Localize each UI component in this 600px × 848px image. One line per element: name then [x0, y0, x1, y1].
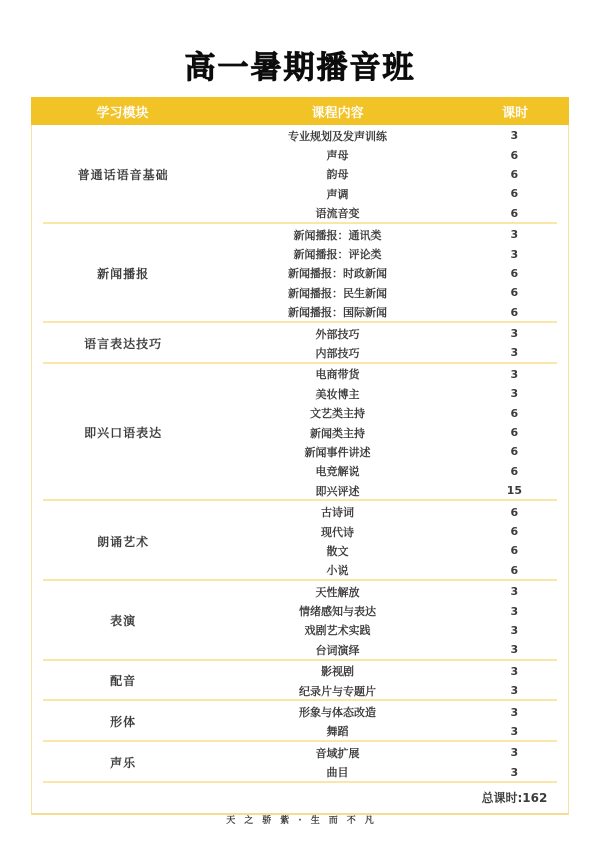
course-name: 台词演绎	[315, 643, 360, 657]
course-hours: 3	[510, 129, 519, 143]
course-hours: 3	[510, 705, 519, 719]
course-rows	[214, 581, 568, 661]
course-name: 古诗词	[321, 506, 355, 520]
course-rows	[214, 323, 568, 364]
course-rows	[214, 364, 568, 502]
course-hours: 6	[510, 445, 519, 459]
course-row	[214, 582, 568, 601]
course-name: 新闻类主持	[310, 426, 366, 440]
course-hours: 3	[510, 724, 519, 738]
course-hours: 3	[510, 604, 519, 618]
course-hours: 3	[510, 643, 519, 657]
table-header-row	[31, 97, 569, 125]
course-row	[214, 640, 568, 659]
course-row	[214, 681, 568, 700]
course-hours: 6	[510, 406, 519, 420]
course-hours: 6	[510, 206, 519, 220]
course-row	[214, 442, 568, 461]
course-name: 新闻播报：民生新闻	[288, 286, 388, 300]
module-section	[32, 323, 568, 364]
course-row	[214, 343, 568, 362]
course-row	[214, 763, 568, 782]
course-hours: 6	[510, 426, 519, 440]
footer-slogan: 天之骄紫·生而不凡	[226, 816, 383, 826]
module-section	[32, 581, 568, 661]
module-section	[32, 125, 568, 224]
module-name: 朗诵艺术	[97, 534, 150, 549]
course-row	[214, 561, 568, 580]
module-section	[32, 661, 568, 702]
total-row	[32, 783, 568, 813]
course-row	[214, 462, 568, 481]
course-name: 音域扩展	[315, 746, 360, 760]
course-name: 即兴评述	[315, 484, 360, 498]
course-row	[214, 264, 568, 283]
module-name: 声乐	[110, 756, 137, 770]
module-section	[32, 701, 568, 742]
course-hours: 3	[510, 367, 519, 381]
course-row	[214, 702, 568, 721]
course-name: 文艺类主持	[310, 407, 366, 421]
course-name: 情绪感知与表达	[299, 605, 377, 619]
course-hours: 3	[510, 346, 519, 360]
course-name: 声调	[326, 187, 349, 201]
course-row	[214, 126, 568, 145]
module-name: 普通话语音基础	[77, 167, 169, 182]
header-cell-module: 学习模块	[96, 105, 149, 121]
header-cell-content: 课程内容	[311, 105, 364, 121]
course-hours: 3	[510, 623, 519, 637]
course-name: 散文	[326, 544, 349, 558]
course-name: 美妆博主	[315, 387, 360, 401]
course-hours: 6	[510, 187, 519, 201]
course-name: 戏剧艺术实践	[304, 624, 371, 638]
module-section	[32, 224, 568, 323]
course-row	[214, 621, 568, 640]
course-hours: 6	[510, 464, 519, 478]
course-name: 声母	[326, 149, 349, 163]
course-name: 影视剧	[321, 665, 355, 679]
course-rows	[214, 742, 568, 783]
course-name: 形象与体态改造	[299, 706, 377, 720]
course-name: 现代诗	[321, 525, 355, 539]
course-rows	[214, 501, 568, 581]
course-name: 外部技巧	[315, 327, 360, 341]
course-hours: 3	[510, 585, 519, 599]
course-row	[214, 522, 568, 541]
course-name: 新闻事件讲述	[304, 445, 371, 459]
course-hours: 6	[510, 563, 519, 577]
course-name: 纪录片与专题片	[299, 684, 377, 698]
course-hours: 6	[510, 305, 519, 319]
course-row	[214, 662, 568, 681]
module-name: 即兴口语表达	[84, 426, 163, 441]
course-hours: 15	[506, 484, 523, 498]
module-section	[32, 742, 568, 783]
course-name: 电竞解说	[315, 465, 360, 479]
course-name: 语流音变	[315, 207, 360, 221]
course-hours: 3	[510, 247, 519, 261]
course-hours: 6	[510, 286, 519, 300]
course-hours: 3	[510, 684, 519, 698]
course-row	[214, 184, 568, 203]
course-row	[214, 541, 568, 560]
course-name: 新闻播报：时政新闻	[288, 267, 388, 281]
course-name: 韵母	[326, 168, 349, 182]
module-name: 表演	[110, 614, 137, 629]
course-rows	[214, 125, 568, 224]
course-row	[214, 303, 568, 322]
course-hours: 6	[510, 544, 519, 558]
course-row	[214, 145, 568, 164]
course-rows	[214, 661, 568, 702]
module-name: 配音	[110, 674, 137, 689]
header-cell-hours: 课时	[502, 105, 529, 121]
course-row	[214, 601, 568, 620]
module-name: 语言表达技巧	[84, 336, 163, 351]
course-row	[214, 481, 568, 500]
course-hours: 6	[510, 266, 519, 280]
course-row	[214, 743, 568, 762]
module-section	[32, 501, 568, 581]
course-rows	[214, 701, 568, 742]
course-hours: 3	[510, 746, 519, 760]
course-row	[214, 384, 568, 403]
page-title: 高一暑期播音班	[184, 50, 416, 86]
course-hours: 6	[510, 525, 519, 538]
table-body	[31, 125, 569, 815]
course-hours: 3	[510, 387, 519, 401]
course-hours: 6	[510, 167, 519, 181]
course-row	[214, 244, 568, 263]
module-name: 新闻播报	[97, 266, 150, 281]
course-rows	[214, 224, 568, 323]
total-hours-label: 总课时:162	[481, 791, 548, 806]
course-name: 新闻播报：通讯类	[293, 228, 382, 242]
course-name: 内部技巧	[315, 346, 360, 360]
course-table	[31, 97, 569, 815]
course-hours: 6	[510, 148, 519, 162]
course-row	[214, 403, 568, 422]
course-name: 小说	[326, 564, 349, 578]
course-row	[214, 365, 568, 384]
course-row	[214, 204, 568, 223]
module-section	[32, 364, 568, 502]
course-name: 曲目	[326, 766, 349, 780]
course-hours: 3	[510, 664, 519, 678]
course-name: 舞蹈	[326, 725, 349, 739]
course-row	[214, 225, 568, 244]
course-row	[214, 165, 568, 184]
course-name: 天性解放	[315, 585, 360, 599]
course-hours: 6	[510, 505, 519, 519]
course-row	[214, 722, 568, 741]
course-hours: 3	[510, 228, 519, 242]
course-row	[214, 324, 568, 343]
course-name: 专业规划及发声训练	[288, 129, 388, 143]
course-name: 新闻播报：评论类	[293, 248, 382, 262]
course-row	[214, 502, 568, 521]
course-row	[214, 283, 568, 302]
course-hours: 3	[510, 765, 519, 779]
module-name: 形体	[110, 715, 137, 730]
course-name: 电商带货	[315, 368, 360, 382]
course-row	[214, 423, 568, 442]
course-hours: 3	[510, 327, 519, 341]
course-name: 新闻播报：国际新闻	[288, 306, 388, 320]
